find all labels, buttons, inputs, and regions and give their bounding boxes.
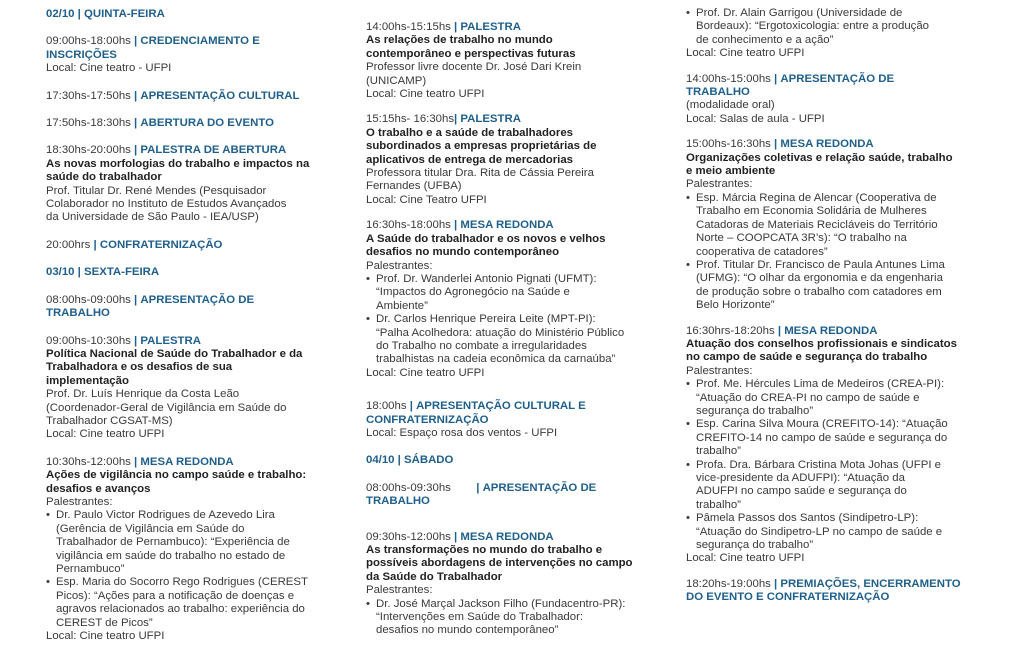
event-abertura: 17:50hs-18:30hs | ABERTURA DO EVENTO	[46, 117, 274, 130]
event-local: Local: Cine teatro UFPI	[686, 552, 805, 565]
event-palestra-politica: 09:00hs-10:30hs | PALESTRA Política Nacional de Saúde do Trabalhador e da Trabalhadora e os desafios de sua implementação Prof. Dr. Luís Henrique da Costa Leão (Coordenador-Geral de Vigilância em Saúde do Trabalhador CGSAT-MS) Local: Cine teatro UFPI	[46, 335, 338, 442]
event-time: 16:30hs-18:00hs	[366, 219, 451, 232]
day-header: 03/10 | SEXTA-FEIRA	[46, 266, 160, 279]
event-time: 08:00hs-09:30hs	[366, 481, 451, 494]
speaker-list	[46, 509, 338, 630]
event-local: Local: Espaço rosa dos ventos - UFPI	[366, 426, 558, 439]
event-time: 15:15hs- 16:30hs	[366, 113, 455, 126]
event-time: 09:00hs-18:00hs	[46, 35, 131, 48]
event-subtitle: contemporâneo e perspectivas futuras	[366, 47, 576, 60]
speaker-item: • Dr. Paulo Victor Rodrigues de Azevedo Lira (Gerência de Vigilância em Saúde do Trabalhador de Pernambuco): “Experiência de vigilância em saúde do trabalho no estado de Pernambuco”	[46, 509, 338, 576]
event-local: Local: Cine teatro - UFPI	[46, 62, 172, 75]
event-mesa-conselhos: 16:30hrs-18:20hs | MESA REDONDA Atuação dos conselhos profissionais e sindicatos no campo de saúde e segurança do trabalho Palestrantes: • Prof. Me. Hércules Lima de Medeiros (CREA-PI): “Atuação do CREA-PI no campo de saúde e segurança do trabalho” • Esp. Carina Silva Moura (CREFITO-14): “Atuação CREFITO-14 no campo de saúde e segurança do trabalho” • Profa. Dra. Bárbara Cristina Mota Johas (UFPI e vice-presidente da ADUFPI): “Atuação da ADUFPI no campo saúde e segurança do trabalho” • Pâmela Passos dos Santos (Sindipetro-LP): “Atuação do Sindipetro-LP no campo de saúde e segurança do trabalho” Local: Cine teatro UFPI	[686, 325, 986, 566]
event-local: Local: Cine teatro UFPI	[366, 366, 485, 379]
event-apresentacao-trabalho-oral: 14:00hs-15:00hs | APRESENTAÇÃO DE TRABALHO (modalidade oral) Local: Salas de aula - UFPI	[686, 73, 986, 127]
event-subtitle: desafios e avanços	[46, 482, 151, 495]
speaker-item: • Prof. Dr. Wanderlei Antonio Pignati (UFMT): “Impactos do Agronegócio na Saúde e Ambiente”	[366, 273, 662, 313]
event-time: 20:00hrs	[46, 238, 91, 251]
event-subtitle: e meio ambiente	[686, 165, 776, 178]
event-time: 15:00hs-16:30hs	[686, 138, 771, 151]
event-subtitle: aplicativos de entrega de mercadorias	[366, 153, 574, 166]
event-title: APRESENTAÇÃO DE	[482, 481, 597, 494]
event-title: CONFRATERNIZAÇÃO	[99, 238, 223, 251]
speaker-item: • Profa. Dra. Bárbara Cristina Mota Johas (UFPI e vice-presidente da ADUFPI): “Atuação da ADUFPI no campo saúde e segurança do trabalho”	[686, 459, 986, 513]
event-palestra-aplicativos: 15:15hs- 16:30hs| PALESTRA O trabalho e a saúde de trabalhadores subordinados a empresas proprietárias de aplicativos de entrega de mercadorias Professora titular Dra. Rita de Cássia Pereira Fernandes (UFBA) Local: Cine Teatro UFPI	[366, 113, 662, 207]
event-confraternizacao: 20:00hrs | CONFRATERNIZAÇÃO	[46, 238, 223, 251]
event-title: MESA REDONDA	[460, 219, 554, 232]
event-time: 17:30hs-17:50hs	[46, 89, 131, 102]
event-title: PALESTRA	[140, 334, 201, 347]
speaker-item: • Dr. Carlos Henrique Pereira Leite (MPT-PI): “Palha Acolhedora: atuação do Ministério Público do Trabalho no combate a irregularidades trabalhistas na cadeia econômica da carnaúba”	[366, 313, 662, 367]
event-time: 18:20hs-19:00hs	[686, 577, 771, 590]
speaker-item: • Esp. Maria do Socorro Rego Rodrigues (CEREST Picos): “Ações para a notificação de doenças e agravos relacionados ao trabalho: experiência do CEREST de Picos”	[46, 576, 338, 630]
event-time: 14:00hs-15:15hs	[366, 21, 451, 33]
event-title: APRESENTAÇÃO CULTURAL E	[416, 400, 586, 413]
day-header: 04/10 | SÁBADO	[366, 454, 454, 467]
event-local: Local: Cine teatro UFPI	[46, 630, 165, 643]
speakers-label: Palestrantes:	[686, 364, 753, 377]
event-subtitle: saúde do trabalhador	[46, 171, 162, 184]
event-subtitle: possíveis abordagens de intervenções no campo	[366, 557, 633, 570]
column-1	[46, 8, 338, 643]
event-title: PALESTRA DE ABERTURA	[140, 144, 287, 157]
speaker-item: • Prof. Me. Hércules Lima de Medeiros (CREA-PI): “Atuação do CREA-PI no campo de saúde e segurança do trabalho”	[686, 378, 986, 418]
event-time: 09:00hs-10:30hs	[46, 334, 131, 347]
event-title: ABERTURA DO EVENTO	[140, 117, 274, 130]
event-subtitle: da Saúde do Trabalhador	[366, 570, 503, 583]
event-time: 18:00hs	[366, 400, 407, 413]
event-mesa-vigilancia: 10:30hs-12:00hs | MESA REDONDA Ações de vigilância no campo saúde e trabalho: desafios e avanços Palestrantes: • Dr. Paulo Victor Rodrigues de Azevedo Lira (Gerência de Vigilância em Saúde do Trabalhador de Pernambuco): “Experiência de vigilância em saúde do trabalho no estado de Pernambuco” • Esp. Maria do Socorro Rego Rodrigues (CEREST Picos): “Ações para a notificação de doenças e agravos relacionados ao trabalho: experiência do CEREST de Picos” Local: Cine teatro UFPI	[46, 456, 338, 644]
event-time: 08:00hs-09:00hs	[46, 293, 131, 306]
event-speaker: (Coordenador-Geral de Vigilância em Saúde do	[46, 401, 287, 414]
event-local: Local: Salas de aula - UFPI	[686, 112, 825, 125]
event-apresentacao-cultural: 17:30hs-17:50hs | APRESENTAÇÃO CULTURAL	[46, 89, 300, 102]
speaker-item: • Esp. Carina Silva Moura (CREFITO-14): “Atuação CREFITO-14 no campo de saúde e segurança do trabalho”	[686, 418, 986, 458]
event-speaker: Colaborador no Instituto de Estudos Avançados	[46, 198, 287, 211]
event-apresentacao-trabalho-sabado: 08:00hs-09:30hs | APRESENTAÇÃO DE TRABALHO	[366, 482, 662, 509]
event-local: Local: Cine teatro UFPI	[366, 88, 485, 101]
event-speaker: Prof. Dr. Luís Henrique da Costa Leão	[46, 388, 240, 401]
column-3	[686, 7, 986, 605]
event-subtitle: Política Nacional de Saúde do Trabalhador e da	[46, 347, 303, 360]
speaker-list	[366, 273, 662, 367]
event-subtitle: As transformações no mundo do trabalho e	[366, 544, 603, 556]
column-2	[366, 21, 662, 638]
speaker-list	[366, 598, 662, 638]
event-mesa-transformacoes: 09:30hs-12:00hs | MESA REDONDA As transformações no mundo do trabalho e possíveis abordagens de intervenções no campo da Saúde do Trabalhador Palestrantes: • Dr. José Marçal Jackson Filho (Fundacentro-PR): “Intervenções em Saúde do Trabalhador: desafios no mundo contemporâneo”	[366, 531, 662, 638]
event-title: APRESENTAÇÃO CULTURAL	[140, 89, 300, 102]
event-title: PALESTRA	[460, 21, 521, 33]
event-speaker: Professor livre docente Dr. José Dari Krein	[366, 61, 582, 74]
event-time: 10:30hs-12:00hs	[46, 455, 131, 468]
speakers-label: Palestrantes:	[686, 178, 753, 191]
event-title: PREMIAÇÕES, ENCERRAMENTO	[780, 577, 961, 590]
speaker-list	[686, 192, 986, 313]
event-detail: (modalidade oral)	[686, 99, 775, 112]
event-subtitle: implementação	[46, 374, 129, 387]
event-subtitle: Trabalhadora e os desafios de sua	[46, 361, 233, 374]
event-local: Local: Cine teatro UFPI	[46, 428, 165, 441]
event-title: APRESENTAÇÃO DE	[780, 72, 895, 85]
event-subtitle: Atuação dos conselhos profissionais e sindicatos	[686, 337, 957, 350]
event-title: CREDENCIAMENTO E	[140, 35, 260, 48]
event-local: Local: Cine Teatro UFPI	[366, 193, 487, 206]
event-palestra-abertura: 18:30hs-20:00hs | PALESTRA DE ABERTURA As novas morfologias do trabalho e impactos na saúde do trabalhador Prof. Titular Dr. René Mendes (Pesquisador Colaborador no Instituto de Estudos Avançados da Universidade de São Paulo - IEA/USP)	[46, 144, 338, 224]
day-header: 02/10 | QUINTA-FEIRA	[46, 8, 165, 20]
event-mesa-organizacoes: 15:00hs-16:30hs | MESA REDONDA Organizações coletivas e relação saúde, trabalho e meio ambiente Palestrantes: • Esp. Márcia Regina de Alencar (Cooperativa de Trabalho em Economia Solidária de Mulheres Catadoras de Materiais Recicláveis do Território Norte – COOPCATA 3R’s): “O trabalho na cooperativa de catadores” • Prof. Titular Dr. Francisco de Paula Antunes Lima (UFMG): “O olhar da ergonomia e da engenharia de produção sobre o trabalho com catadores em Belo Horizonte”	[686, 138, 986, 312]
event-time: 16:30hrs-18:20hs	[686, 324, 775, 337]
event-speaker: Trabalhador CGSAT-MS)	[46, 414, 173, 427]
event-title: PALESTRA	[460, 113, 521, 126]
event-title-cont: TRABALHO	[46, 307, 110, 320]
event-subtitle: subordinados a empresas proprietárias de	[366, 140, 597, 153]
speaker-item: • Prof. Dr. Alain Garrigou (Universidade de Bordeaux): “Ergotoxicologia: entre a produção de conhecimento e a ação”	[686, 7, 986, 47]
speakers-label: Palestrantes:	[366, 584, 433, 597]
event-title-cont: CONFRATERNIZAÇÃO	[366, 413, 489, 426]
speakers-label: Palestrantes:	[366, 259, 433, 272]
event-title: MESA REDONDA	[780, 138, 874, 151]
event-apresentacao-trabalho: 08:00hs-09:00hs | APRESENTAÇÃO DE TRABALHO	[46, 294, 338, 321]
event-subtitle: As relações de trabalho no mundo	[366, 34, 553, 47]
speakers-label: Palestrantes:	[46, 495, 113, 508]
event-speaker: da Universidade de São Paulo - IEA/USP)	[46, 211, 259, 224]
speaker-list	[686, 7, 986, 47]
speaker-item: • Esp. Márcia Regina de Alencar (Cooperativa de Trabalho em Economia Solidária de Mulheres Catadoras de Materiais Recicláveis do Território Norte – COOPCATA 3R’s): “O trabalho na cooperativa de catadores”	[686, 192, 986, 259]
event-subtitle: A Saúde do trabalhador e os novos e velhos	[366, 232, 606, 245]
event-title: MESA REDONDA	[784, 324, 878, 337]
event-speaker: Professora titular Dra. Rita de Cássia Pereira	[366, 167, 594, 180]
speaker-list	[686, 378, 986, 552]
event-time: 17:50hs-18:30hs	[46, 117, 131, 130]
event-speaker: (UNICAMP)	[366, 74, 427, 87]
speaker-item: • Prof. Titular Dr. Francisco de Paula Antunes Lima (UFMG): “O olhar da ergonomia e da engenharia de produção sobre o trabalho com catadores em Belo Horizonte”	[686, 259, 986, 313]
event-speaker: Prof. Titular Dr. René Mendes (Pesquisador	[46, 184, 267, 197]
speaker-item: • Dr. José Marçal Jackson Filho (Fundacentro-PR): “Intervenções em Saúde do Trabalhador: desafios no mundo contemporâneo”	[366, 598, 662, 638]
event-subtitle: As novas morfologias do trabalho e impactos na	[46, 157, 310, 170]
event-cultural-confraternizacao: 18:00hs | APRESENTAÇÃO CULTURAL E CONFRATERNIZAÇÃO Local: Espaço rosa dos ventos - UFPI	[366, 400, 662, 440]
event-time: 14:00hs-15:00hs	[686, 72, 771, 85]
event-subtitle: no campo de saúde e segurança do trabalho	[686, 351, 928, 364]
event-title: APRESENTAÇÃO DE	[140, 293, 255, 306]
event-title: MESA REDONDA	[140, 455, 234, 468]
event-title: MESA REDONDA	[460, 530, 554, 543]
event-palestra-relacoes: 14:00hs-15:15hs | PALESTRA As relações de trabalho no mundo contemporâneo e perspectivas futuras Professor livre docente Dr. José Dari Krein (UNICAMP) Local: Cine teatro UFPI	[366, 21, 662, 101]
event-title-cont: TRABALHO	[686, 86, 750, 99]
event-mesa-saude: 16:30hs-18:00hs | MESA REDONDA A Saúde do trabalhador e os novos e velhos desafios no mundo contemporâneo Palestrantes: • Prof. Dr. Wanderlei Antonio Pignati (UFMT): “Impactos do Agronegócio na Saúde e Ambiente” • Dr. Carlos Henrique Pereira Leite (MPT-PI): “Palha Acolhedora: atuação do Ministério Público do Trabalho no combate a irregularidades trabalhistas na cadeia econômica da carnaúba” Local: Cine teatro UFPI	[366, 219, 662, 380]
event-time: 18:30hs-20:00hs	[46, 144, 131, 157]
event-local: Local: Cine teatro UFPI	[686, 47, 805, 60]
event-speaker: Fernandes (UFBA)	[366, 180, 462, 193]
event-title-cont: INSCRIÇÕES	[46, 48, 117, 61]
event-subtitle: desafios no mundo contemporâneo	[366, 246, 560, 259]
event-credenciamento: 09:00hs-18:00hs | CREDENCIAMENTO E INSCRIÇÕES Local: Cine teatro - UFPI	[46, 35, 338, 75]
event-encerramento: 18:20hs-19:00hs | PREMIAÇÕES, ENCERRAMENTO DO EVENTO E CONFRATERNIZAÇÃO	[686, 578, 986, 605]
event-title-cont: TRABALHO	[366, 495, 430, 508]
event-title-cont: DO EVENTO E CONFRATERNIZAÇÃO	[686, 591, 890, 604]
event-subtitle: Organizações coletivas e relação saúde, trabalho	[686, 151, 953, 164]
event-subtitle: Ações de vigilância no campo saúde e trabalho:	[46, 469, 307, 482]
speaker-item: • Pâmela Passos dos Santos (Sindipetro-LP): “Atuação do Sindipetro-LP no campo de saúde e segurança do trabalho”	[686, 512, 986, 552]
event-subtitle: O trabalho e a saúde de trabalhadores	[366, 126, 573, 139]
event-time: 09:30hs-12:00hs	[366, 530, 451, 543]
